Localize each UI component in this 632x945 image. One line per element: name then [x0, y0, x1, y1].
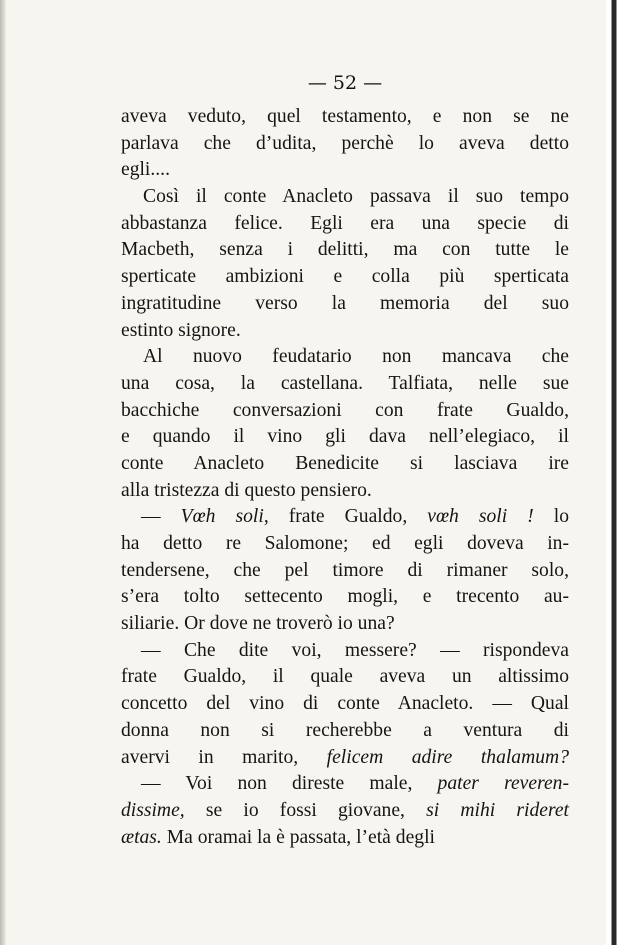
text-line	[121, 157, 569, 184]
text-segment: concetto del vino di conte Anacleto. — Qual	[121, 693, 569, 715]
text-segment: donna non si recherebbe a ventura di	[121, 719, 569, 741]
text-line	[121, 131, 569, 158]
text-line	[121, 664, 569, 691]
text-line	[121, 211, 569, 238]
text-line	[121, 424, 569, 451]
text-segment: Al nuovo feudatario non mancava che	[143, 346, 569, 368]
text-line	[121, 371, 569, 398]
text-segment: alla tristezza di questo pensiero.	[121, 479, 372, 501]
text-line	[121, 184, 569, 211]
italic-text-segment: felicem adire thalamum?	[326, 746, 569, 768]
text-segment: s’era tolto settecento mogli, e trecento au-	[121, 586, 569, 608]
text-segment: e quando il vino gli dava nell’elegiaco, il	[121, 426, 569, 448]
text-line	[121, 798, 569, 825]
text-segment: Ma oramai la è passata, l’età degli	[161, 826, 435, 848]
text-segment: egli....	[121, 159, 170, 181]
text-line	[121, 558, 569, 585]
body-text	[121, 104, 569, 851]
text-line	[121, 504, 569, 531]
text-segment: abbastanza felice. Egli era una specie di	[121, 212, 569, 234]
book-spine-shadow	[606, 0, 632, 945]
text-segment: se io fossi giovane,	[184, 799, 427, 821]
text-segment: tendersene, che pel timore di rimaner solo,	[121, 559, 569, 581]
text-line	[121, 264, 569, 291]
text-segment: aveva veduto, quel testamento, e non se ne	[121, 106, 569, 127]
text-line	[121, 478, 569, 505]
text-line	[121, 638, 569, 665]
text-line	[121, 531, 569, 558]
text-segment: estinto signore.	[121, 319, 241, 341]
italic-text-segment: Vœh soli	[180, 506, 264, 528]
italic-text-segment: vœh soli !	[427, 506, 534, 528]
text-segment: avervi in marito,	[121, 746, 327, 768]
italic-text-segment: pater reveren-	[437, 773, 569, 795]
text-line	[121, 318, 569, 345]
text-segment: ha detto re Salomone; ed egli doveva in-	[121, 533, 569, 554]
text-line	[121, 398, 569, 425]
text-segment: Macbeth, senza i delitti, ma con tutte le	[121, 239, 569, 261]
text-line	[121, 745, 569, 772]
text-segment: Così il conte Anacleto passava il suo tempo	[143, 186, 569, 208]
text-segment: — Che dite voi, messere? — rispondeva	[141, 639, 569, 661]
text-line	[121, 104, 569, 131]
text-line	[121, 718, 569, 745]
text-segment: parlava che d’udita, perchè lo aveva detto	[121, 132, 569, 154]
text-segment: — Voi non direste male,	[141, 773, 438, 795]
text-line	[121, 451, 569, 478]
text-line	[121, 825, 569, 852]
text-line	[121, 611, 569, 638]
text-segment: lo	[533, 506, 570, 528]
text-segment: ingratitudine verso la memoria del suo	[121, 292, 569, 314]
italic-text-segment: si mihi rideret	[426, 799, 569, 821]
text-segment: siliarie. Or dove ne troverò io una?	[121, 613, 395, 635]
text-segment: —	[141, 506, 181, 528]
text-line	[121, 771, 569, 798]
text-line	[121, 291, 569, 318]
italic-text-segment: ætas.	[121, 826, 162, 848]
italic-text-segment: dissime,	[121, 799, 185, 821]
text-segment: bacchiche conversazioni con frate Gualdo,	[121, 399, 569, 421]
text-segment: frate Gualdo, il quale aveva un altissimo	[121, 666, 569, 688]
text-line	[121, 237, 569, 264]
text-segment: sperticate ambizioni e colla più sperticata	[121, 266, 569, 288]
text-segment: una cosa, la castellana. Talfiata, nelle sue	[121, 372, 569, 394]
text-segment: , frate Gualdo,	[263, 506, 428, 528]
page-number: — 52 —	[307, 72, 383, 94]
text-line	[121, 584, 569, 611]
text-segment: conte Anacleto Benedicite si lasciava ire	[121, 452, 569, 474]
text-line	[121, 691, 569, 718]
page-left-edge	[0, 0, 6, 945]
text-line	[121, 344, 569, 371]
